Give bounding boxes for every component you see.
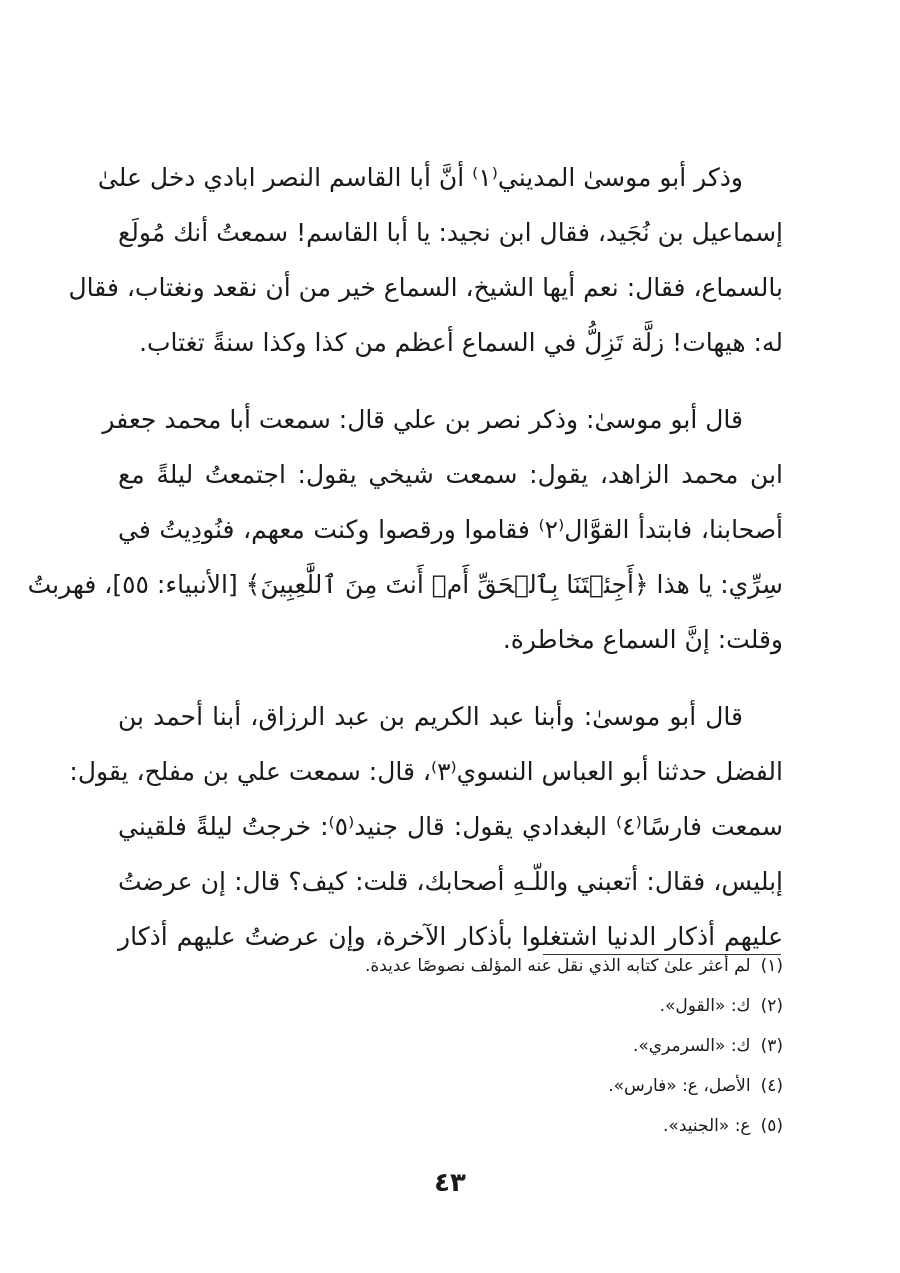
text-line: بالسماع، فقال: نعم أيها الشيخ، السماع خير من أن نقعد ونغتاب، فقال (68, 273, 783, 302)
footnote-number: (٢) (760, 996, 783, 1016)
paragraph-2 (27, 392, 783, 667)
footnote-text: الأصل، ع: «فارس». (608, 1076, 751, 1096)
text-line: له: هيهات! زلَّة تَزِلُّ في السماع أعظم من كذا وكذا سنةً تغتاب. (139, 328, 783, 357)
text-line: الفضل حدثنا أبو العباس النسوي⁽٣⁾، قال: سمعت علي بن مفلح، يقول: (69, 757, 783, 786)
footnote-number: (١) (760, 956, 783, 976)
footnote-text: ك: «السرمري». (632, 1036, 751, 1056)
text-line: سِرِّي: يا هذا ﴿أَجِئۡتَنَا بِٱلۡحَقِّ أَمۡ أَنتَ مِنَ ٱللَّٰعِبِينَ﴾ [الأنبياء: ٥٥]، فهربتُ (27, 570, 783, 599)
text-line: إسماعيل بن نُجَيد، فقال ابن نجيد: يا أبا القاسم! سمعتُ أنك مُولَع (118, 218, 783, 247)
footnote-text: ك: «القول». (659, 996, 751, 1016)
page-number: ٤٣ (434, 1168, 466, 1198)
text-line: وقلت: إنَّ السماع مخاطرة. (502, 625, 783, 654)
text-line: عليهم أذكار الدنيا اشتغلوا بأذكار الآخرة، وإن عرضتُ عليهم أذكار (118, 922, 783, 951)
footnote-item (118, 1106, 783, 1146)
footnote-text: ع: «الجنيد». (663, 1116, 751, 1136)
text-line: أصحابنا، فابتدأ القوَّال⁽٢⁾ فقاموا ورقصوا وكنت معهم، فنُودِيتُ في (118, 515, 783, 544)
paragraph-3 (69, 689, 783, 964)
text-line: قال أبو موسىٰ: وأبنا عبد الكريم بن عبد الرزاق، أبنا أحمد بن (118, 702, 743, 731)
footnote-item (118, 1026, 783, 1066)
text-line: ابن محمد الزاهد، يقول: سمعت شيخي يقول: اجتمعتُ ليلةً مع (118, 460, 783, 489)
footnote-item (118, 986, 783, 1026)
footnote-number: (٥) (760, 1116, 783, 1136)
footnote-number: (٤) (760, 1076, 783, 1096)
text-line: إبليس، فقال: أتعبني واللّـهِ أصحابك، قلت: كيف؟ قال: إن عرضتُ (118, 867, 783, 896)
footnotes (118, 946, 783, 1146)
text-line: سمعت فارسًا⁽٤⁾ البغدادي يقول: قال جنيد⁽٥⁾: خرجتُ ليلةً فلقيني (118, 812, 783, 841)
footnote-item (118, 946, 783, 986)
footnote-text: لم أعثر علىٰ كتابه الذي نقل عنه المؤلف نصوصًا عديدة. (364, 956, 751, 976)
paragraph-1 (68, 150, 783, 370)
text-line: وذكر أبو موسىٰ المديني⁽١⁾ أنَّ أبا القاسم النصر ابادي دخل علىٰ (97, 163, 743, 192)
footnote-number: (٣) (760, 1036, 783, 1056)
footnote-item (118, 1066, 783, 1106)
main-text (27, 150, 783, 986)
text-line: قال أبو موسىٰ: وذكر نصر بن علي قال: سمعت أبا محمد جعفر (102, 405, 743, 434)
